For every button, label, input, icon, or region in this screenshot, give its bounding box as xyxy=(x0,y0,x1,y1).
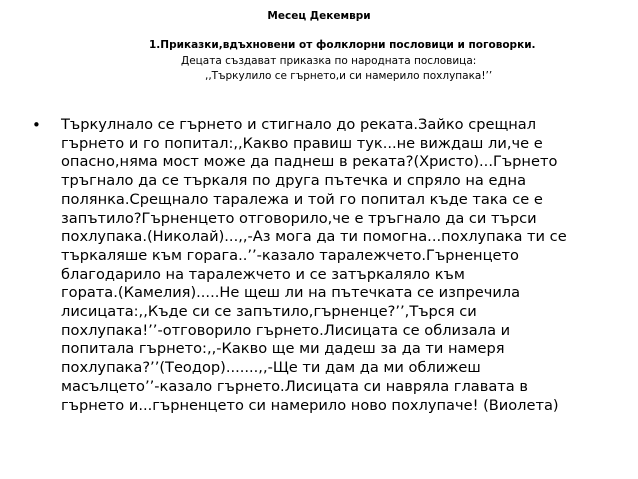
story-line: попитала гърнето:,,-Какво ще ми дадеш за да ти намеря xyxy=(61,340,505,358)
story-line: лисицата:,,Къде си се запътило,гърненце?’’,Търся си xyxy=(61,303,477,321)
story-line: търкаляше към горага..’’-казало таралежчето.Гърненцето xyxy=(61,246,519,264)
story-line: опасно,няма мост може да паднеш в реката?(Христо)...Гърнето xyxy=(61,153,558,171)
bullet-icon: • xyxy=(32,116,41,134)
intro-line-1: Децата създават приказка по народната пословица: xyxy=(181,55,477,67)
proverb-quote: ,,Търкулило се гърнето,и си намерило похлупака!’’ xyxy=(205,70,493,82)
story-paragraph xyxy=(61,116,636,415)
story-line: гърнето и...гърненцето си намерило ново похлупаче! (Виолета) xyxy=(61,396,559,414)
page-title: Месец Декември xyxy=(267,10,371,22)
story-line: тръгнало да се търкаля по друга пътечка и спряло на една xyxy=(61,172,527,190)
story-line: похлупака?’’(Теодор).......,,-Ще ти дам да ми оближеш xyxy=(61,359,481,377)
story-line: запътило?Гърненцето отговорило,че е тръгнало да си търси xyxy=(61,209,537,227)
story-line: масълцето’’-казало гърнето.Лисицата си навряла главата в xyxy=(61,377,528,395)
story-line: похлупака!’’-отговорило гърнето.Лисицата се облизала и xyxy=(61,321,511,339)
story-line: Търкулнало се гърнето и стигнало до реката.Зайко срещнал xyxy=(61,116,537,133)
story-line: гората.(Камелия).....Не щеш ли на пътечката се изпречила xyxy=(61,284,521,302)
section-subtitle: 1.Приказки,вдъхновени от фолклорни пословици и поговорки. xyxy=(149,39,536,51)
story-line: благодарило на таралежчето и се затъркаляло към xyxy=(61,265,465,283)
story-line: гърнето и го попитал:,,Какво правиш тук...не виждаш ли,че е xyxy=(61,134,543,152)
story-line: полянка.Срещнало таралежа и той го попитал къде така се е xyxy=(61,190,543,208)
story-line: похлупака.(Николай)...,,-Аз мога да ти помогна...похлупака ти се xyxy=(61,228,567,246)
